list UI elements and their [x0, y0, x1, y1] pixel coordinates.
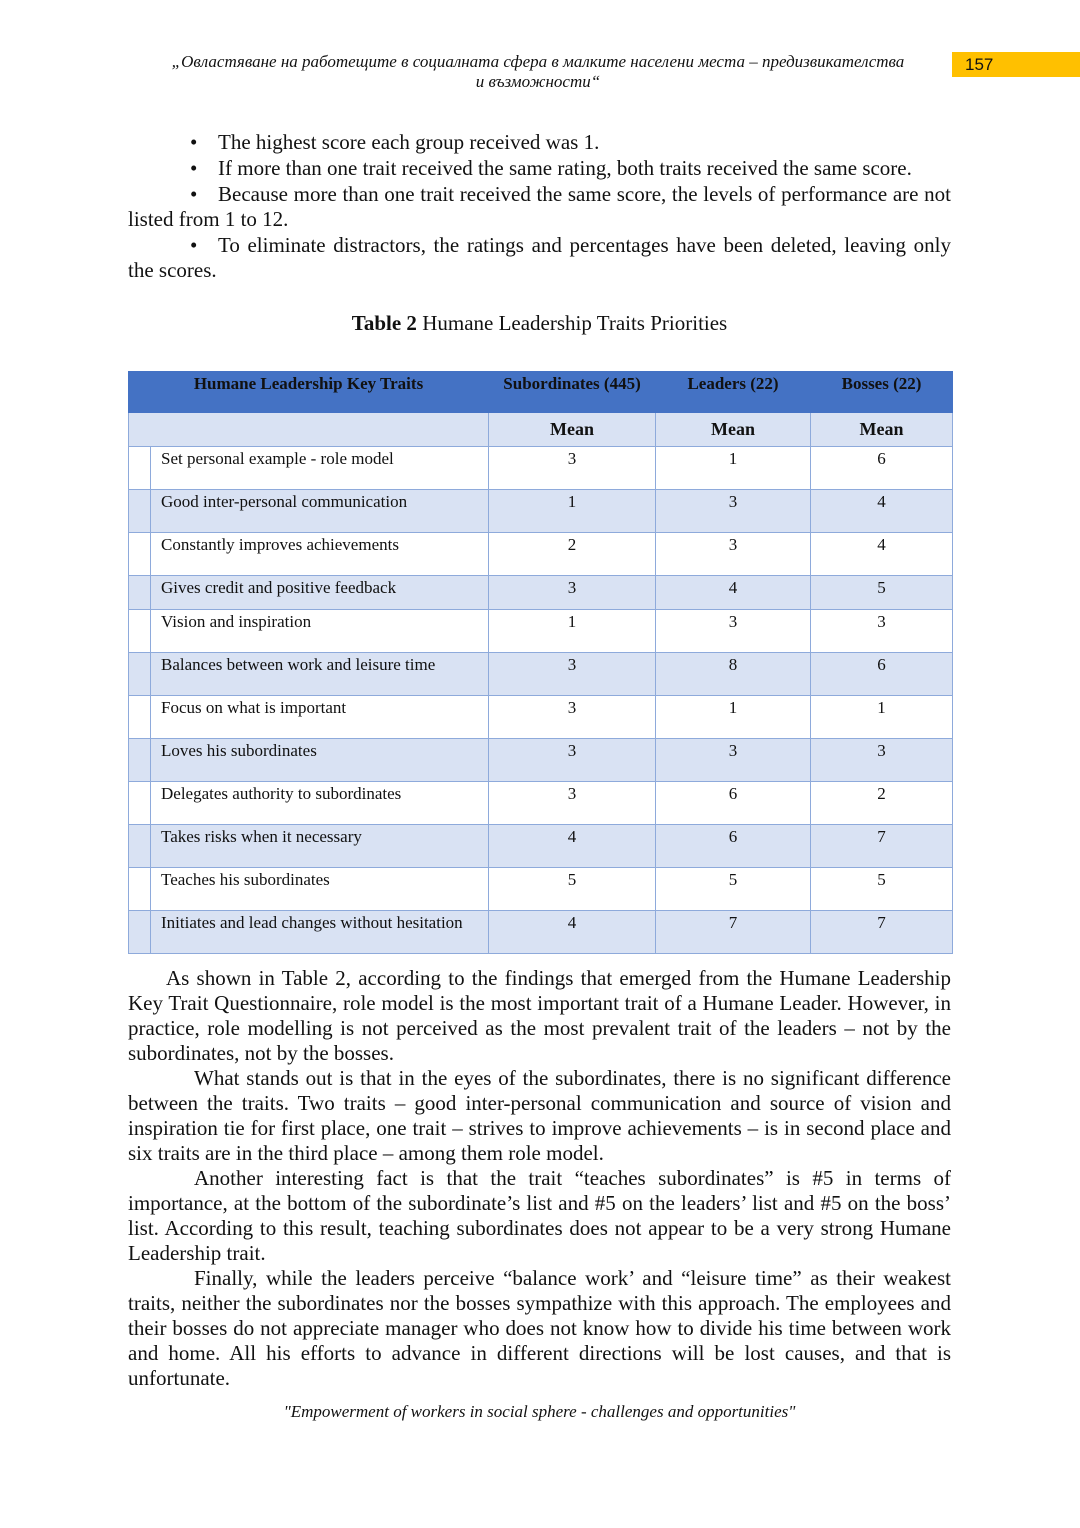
trait-cell: Delegates authority to subordinates — [151, 782, 489, 825]
leaders-cell: 3 — [656, 739, 811, 782]
leaders-cell: 6 — [656, 782, 811, 825]
subordinates-cell: 2 — [489, 533, 656, 576]
leaders-cell: 8 — [656, 653, 811, 696]
subheader-mean: Mean — [656, 413, 811, 447]
bosses-cell: 4 — [811, 533, 953, 576]
page-number: 157 — [952, 52, 1080, 77]
trait-cell: Initiates and lead changes without hesitation — [151, 911, 489, 954]
bosses-cell: 1 — [811, 696, 953, 739]
table-caption — [128, 310, 951, 336]
subordinates-cell: 3 — [489, 447, 656, 490]
trait-cell: Focus on what is important — [151, 696, 489, 739]
bosses-cell: 3 — [811, 739, 953, 782]
trait-cell: Good inter-personal communication — [151, 490, 489, 533]
paragraph: As shown in Table 2, according to the findings that emerged from the Humane Leadership Key Trait Questionnaire, role model is the most important trait of a Humane Leader. However, in practice, role modelling is not perceived as the most prevalent trait of the leaders – not by the subordinates, not by the bosses. — [128, 966, 951, 1065]
row-marker — [129, 490, 151, 533]
table-row — [129, 653, 953, 696]
subordinates-cell: 3 — [489, 696, 656, 739]
table-row — [129, 782, 953, 825]
leaders-cell: 4 — [656, 576, 811, 610]
table-row — [129, 739, 953, 782]
running-header — [128, 52, 948, 92]
paragraph: What stands out is that in the eyes of the subordinates, there is no significant difference between the traits. Two traits – good inter-personal communication and source of vision and inspiration tie for first place, one trait – strives to improve achievements – is in second place and six traits are in the third place – among them role model. — [128, 1066, 951, 1165]
leaders-cell: 7 — [656, 911, 811, 954]
traits-table — [128, 371, 953, 954]
bosses-cell: 3 — [811, 610, 953, 653]
subheader-blank — [129, 413, 489, 447]
row-marker — [129, 739, 151, 782]
col-header-bosses: Bosses (22) — [811, 372, 953, 413]
table-subheader-row — [129, 413, 953, 447]
bosses-cell: 6 — [811, 653, 953, 696]
table-row — [129, 696, 953, 739]
trait-cell: Takes risks when it necessary — [151, 825, 489, 868]
bullet-item: • If more than one trait received the same rating, both traits received the same score. — [128, 156, 951, 181]
leaders-cell: 6 — [656, 825, 811, 868]
col-header-subordinates: Subordinates (445) — [489, 372, 656, 413]
row-marker — [129, 782, 151, 825]
row-marker — [129, 447, 151, 490]
row-marker — [129, 868, 151, 911]
trait-cell: Loves his subordinates — [151, 739, 489, 782]
subordinates-cell: 3 — [489, 576, 656, 610]
bosses-cell: 7 — [811, 911, 953, 954]
table-header-row — [129, 372, 953, 413]
row-marker — [129, 696, 151, 739]
leaders-cell: 1 — [656, 696, 811, 739]
leaders-cell: 5 — [656, 868, 811, 911]
row-marker — [129, 825, 151, 868]
bosses-cell: 4 — [811, 490, 953, 533]
trait-cell: Balances between work and leisure time — [151, 653, 489, 696]
subordinates-cell: 3 — [489, 739, 656, 782]
bullet-item: • Because more than one trait received the same score, the levels of performance are not listed from 1 to 12. — [128, 182, 951, 232]
subordinates-cell: 4 — [489, 911, 656, 954]
subordinates-cell: 3 — [489, 653, 656, 696]
table-caption-label: Table 2 — [351, 311, 417, 335]
row-marker — [129, 610, 151, 653]
subordinates-cell: 4 — [489, 825, 656, 868]
trait-cell: Constantly improves achievements — [151, 533, 489, 576]
bosses-cell: 7 — [811, 825, 953, 868]
bosses-cell: 5 — [811, 868, 953, 911]
table-row — [129, 825, 953, 868]
table-row — [129, 490, 953, 533]
table-row — [129, 447, 953, 490]
bullet-item: • The highest score each group received was 1. — [128, 130, 951, 155]
row-marker — [129, 653, 151, 696]
leaders-cell: 1 — [656, 447, 811, 490]
row-marker — [129, 911, 151, 954]
table-row — [129, 533, 953, 576]
trait-cell: Gives credit and positive feedback — [151, 576, 489, 610]
trait-cell: Vision and inspiration — [151, 610, 489, 653]
subordinates-cell: 5 — [489, 868, 656, 911]
bullet-item: • To eliminate distractors, the ratings and percentages have been deleted, leaving only the scores. — [128, 233, 951, 283]
trait-cell: Teaches his subordinates — [151, 868, 489, 911]
running-footer: "Empowerment of workers in social sphere - challenges and opportunities" — [283, 1402, 796, 1421]
bosses-cell: 2 — [811, 782, 953, 825]
leaders-cell: 3 — [656, 533, 811, 576]
table-row — [129, 911, 953, 954]
bosses-cell: 5 — [811, 576, 953, 610]
leaders-cell: 3 — [656, 610, 811, 653]
running-title-line-2: и възможности“ — [475, 72, 601, 91]
body-text — [128, 966, 951, 1391]
table-caption-text: Humane Leadership Traits Priorities — [416, 311, 728, 335]
subordinates-cell: 3 — [489, 782, 656, 825]
running-title-line-1: „Овластяване на работещите в социалната сфера в малките населени места – предизвикателства — [171, 52, 905, 71]
row-marker — [129, 533, 151, 576]
col-header-leaders: Leaders (22) — [656, 372, 811, 413]
leaders-cell: 3 — [656, 490, 811, 533]
table-row — [129, 576, 953, 610]
subordinates-cell: 1 — [489, 610, 656, 653]
paragraph: Finally, while the leaders perceive “balance work’ and “leisure time” as their weakest traits, neither the subordinates nor the bosses sympathize with this approach. The employees and their bosses do not appreciate manager who does not know how to divide his time between work and home. All his efforts to advance in different directions will be lost causes, and that is unfortunate. — [128, 1266, 951, 1390]
subheader-mean: Mean — [489, 413, 656, 447]
subordinates-cell: 1 — [489, 490, 656, 533]
table-row — [129, 610, 953, 653]
paragraph: Another interesting fact is that the trait “teaches subordinates” is #5 in terms of importance, at the bottom of the subordinate’s list and #5 on the leaders’ list and #5 on the boss’ list. According to this result, teaching subordinates does not appear to be a very strong Humane Leadership trait. — [128, 1166, 951, 1265]
subheader-mean: Mean — [811, 413, 953, 447]
col-header-traits: Humane Leadership Key Traits — [129, 372, 489, 413]
table-row — [129, 868, 953, 911]
trait-cell: Set personal example - role model — [151, 447, 489, 490]
bosses-cell: 6 — [811, 447, 953, 490]
bullet-list — [128, 130, 951, 284]
row-marker — [129, 576, 151, 610]
